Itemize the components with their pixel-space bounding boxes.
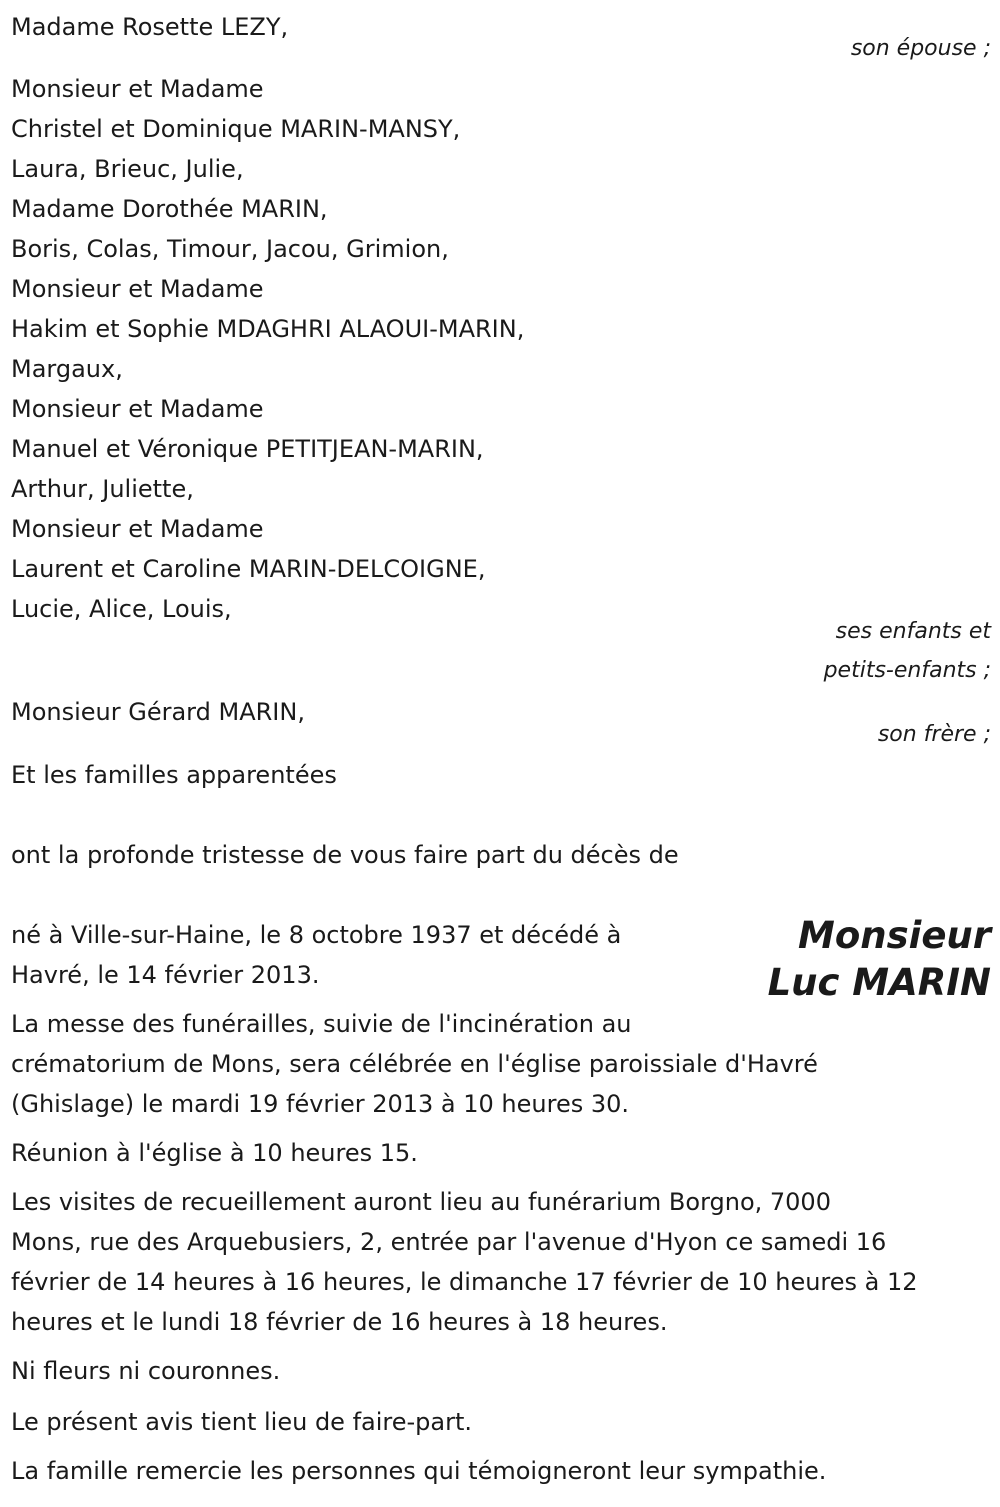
family-line: Hakim et Sophie MDAGHRI ALAOUI-MARIN, [11,315,525,343]
birth-death-paragraph [11,915,621,995]
family-line: Arthur, Juliette, [11,475,194,503]
death-notice [11,0,991,1507]
thanks-paragraph: La famille remercie les personnes qui témoigneront leur sympathie. [11,1457,827,1485]
family-line: Margaux, [11,355,123,383]
family-line: Christel et Dominique MARIN-MANSY, [11,115,461,143]
children-role-line1: ses enfants et [835,619,991,644]
related-families: Et les familles apparentées [11,761,337,789]
intro-sentence: ont la profonde tristesse de vous faire part du décès de [11,841,679,869]
mass-line: La messe des funérailles, suivie de l'incinération au [11,1010,632,1038]
deceased-title: Monsieur [798,914,991,957]
visits-line: février de 14 heures à 16 heures, le dimanche 17 février de 10 heures à 12 [11,1268,918,1296]
mass-line: crématorium de Mons, sera célébrée en l'église paroissiale d'Havré [11,1050,818,1078]
deceased-name: Luc MARIN [767,961,991,1004]
spouse-role: son épouse ; [850,36,991,61]
visits-paragraph [11,1182,918,1342]
visits-line: heures et le lundi 18 février de 16 heures à 18 heures. [11,1308,668,1336]
mass-line: (Ghislage) le mardi 19 février 2013 à 10 heures 30. [11,1090,630,1118]
family-line: Boris, Colas, Timour, Jacou, Grimion, [11,235,449,263]
visits-line: Mons, rue des Arquebusiers, 2, entrée par l'avenue d'Hyon ce samedi 16 [11,1228,887,1256]
meeting-paragraph: Réunion à l'église à 10 heures 15. [11,1139,418,1167]
family-line: Madame Dorothée MARIN, [11,195,328,223]
spouse-name: Madame Rosette LEZY, [11,13,289,41]
family-line: Manuel et Véronique PETITJEAN-MARIN, [11,435,484,463]
deceased-name-block [768,912,991,1006]
visits-line: Les visites de recueillement auront lieu au funérarium Borgno, 7000 [11,1188,831,1216]
family-line: Monsieur et Madame [11,515,264,543]
family-line: Laurent et Caroline MARIN-DELCOIGNE, [11,555,486,583]
family-line: Monsieur et Madame [11,395,264,423]
family-line: Monsieur et Madame [11,275,264,303]
family-line: Laura, Brieuc, Julie, [11,155,244,183]
notice-paragraph: Le présent avis tient lieu de faire-part. [11,1408,473,1436]
brother-role: son frère ; [877,722,991,747]
funeral-mass-paragraph [11,1004,818,1124]
birth-death-line: né à Ville-sur-Haine, le 8 octobre 1937 et décédé à [11,921,622,949]
family-line: Lucie, Alice, Louis, [11,595,232,623]
children-role-line2: petits-enfants ; [823,658,991,683]
brother-name: Monsieur Gérard MARIN, [11,698,305,726]
flowers-paragraph: Ni fleurs ni couronnes. [11,1357,281,1385]
birth-death-line: Havré, le 14 février 2013. [11,961,320,989]
family-line: Monsieur et Madame [11,75,264,103]
